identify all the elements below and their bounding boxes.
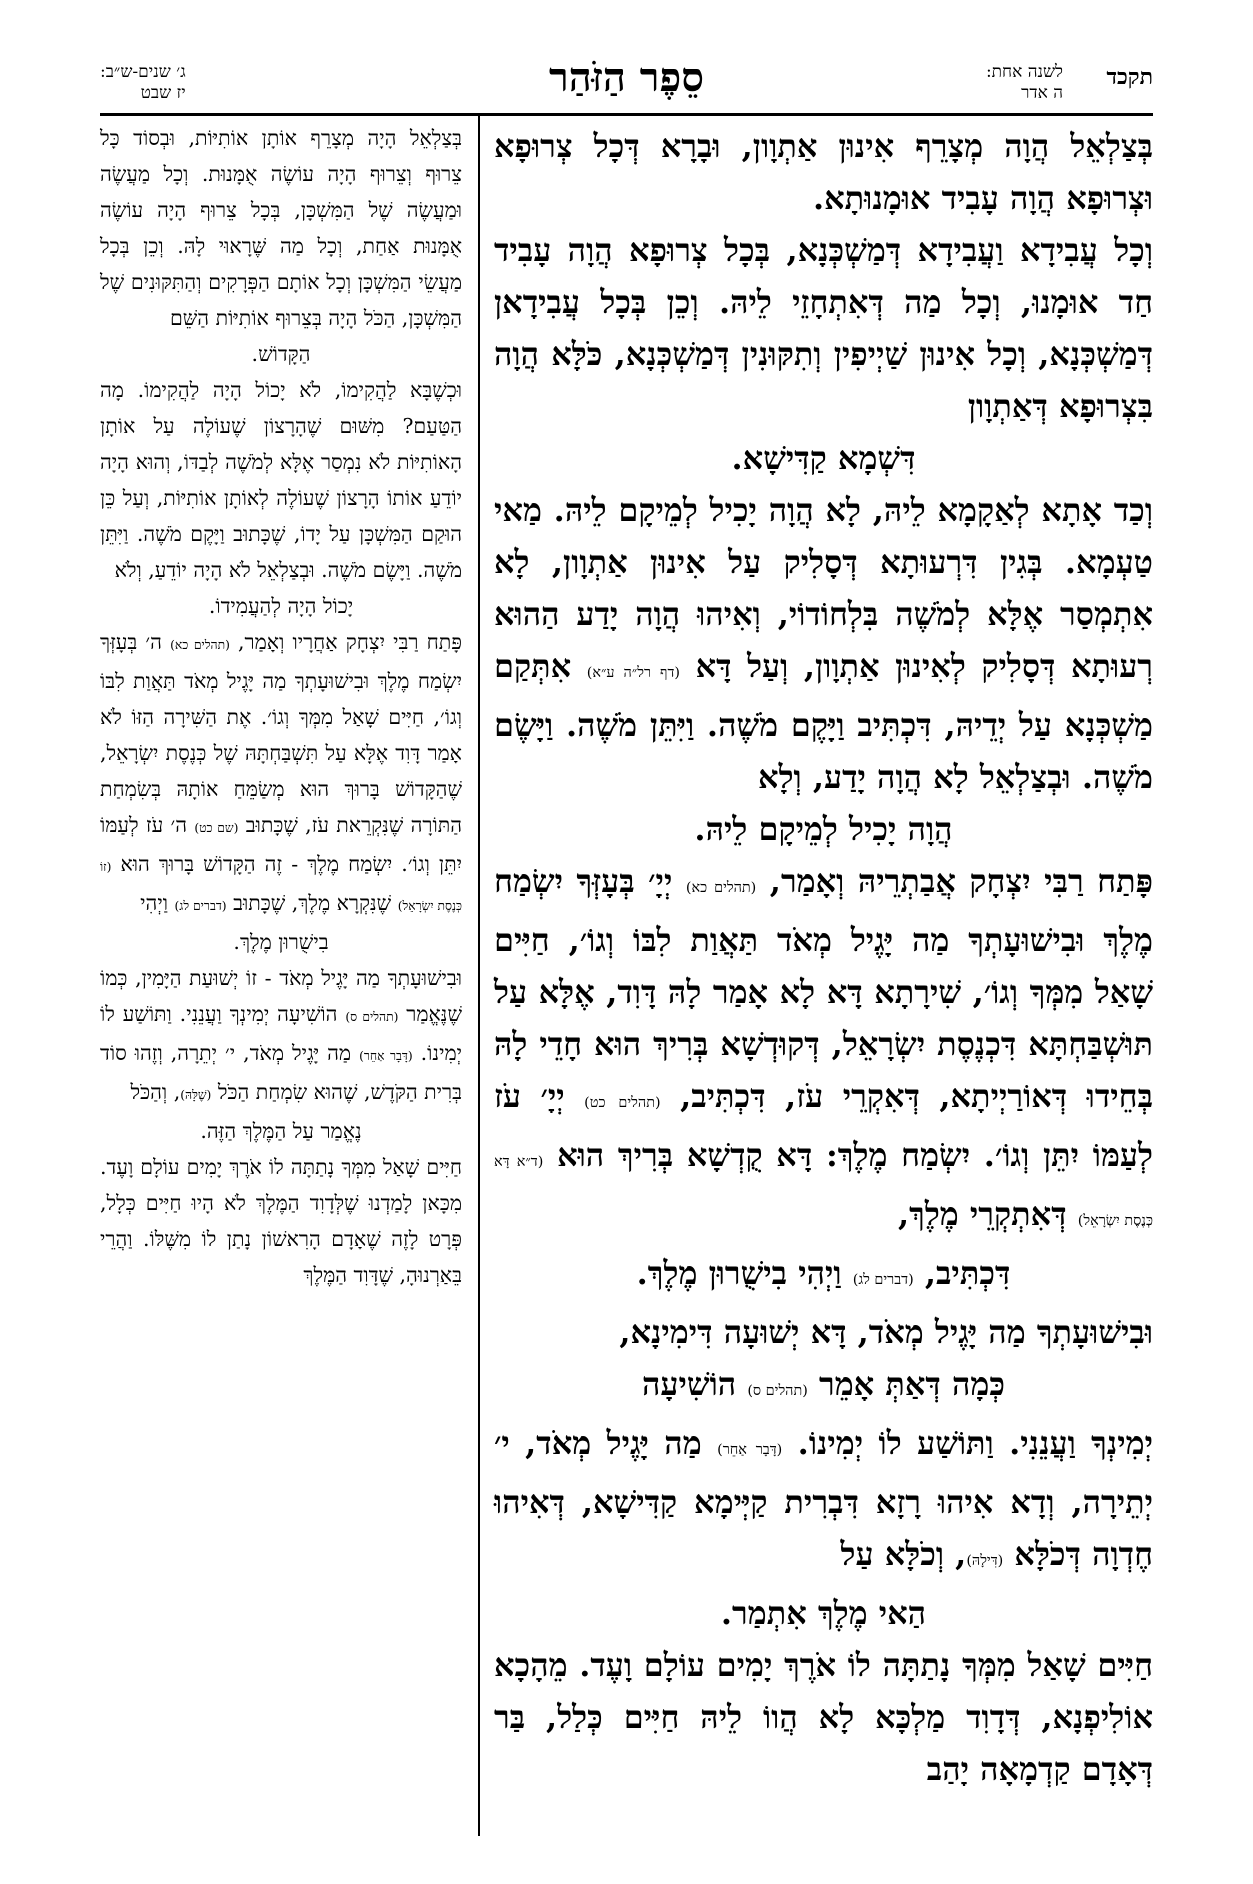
variant-reference: (דִּילָהּ) <box>966 1553 1004 1569</box>
verse-reference: (תהלים ס) <box>345 1010 399 1024</box>
translation-paragraph <box>100 624 462 924</box>
page-number: תקכד <box>1106 64 1153 90</box>
zohar-paragraph <box>494 855 1153 1247</box>
zohar-text: דְּאִתְקְרֵי מֶלֶךְ, <box>897 1195 1067 1233</box>
zohar-paragraph <box>494 484 1153 803</box>
zohar-paragraph <box>494 1417 1153 1587</box>
verse-reference: (תהלים כא) <box>170 638 230 652</box>
translation-text: ה׳ עֹז לְעַמּוֹ יִתֵּן וְגוֹ׳. יִשְׂמַח מֶלֶךְ - זֶה הַקָּדוֹשׁ בָּרוּךְ הוּא <box>100 813 462 876</box>
translation-paragraph <box>100 960 462 1113</box>
zohar-text: הוֹשִׁיעָה <box>642 1365 737 1403</box>
column-divider <box>478 116 480 1836</box>
zohar-paragraph: וְכָל עֲבִידָא וַעֲבִידָא דְּמַשְׁכְּנָא, בְּכָל צְרוּפָא הֲוָה עָבִיד חַד אוּמָנוּ, וְכָל מַה דְּאִתְחָזֵי לֵיהּ. וְכֵן בְּכָל עֲבִידָאן דְּמַשְׁכְּנָא, וְכָל אִינוּן שַׁיְיפִין וְתִקּוּנִין דְּמַשְׁכְּנָא, כֹּלָּא הֲוָה בִּצְרוּפָא דְּאַתְוָון <box>494 231 1153 425</box>
translation-paragraph: וּכְשֶׁבָּא לַהֲקִימוֹ, לֹא יָכוֹל הָיָה לַהֲקִימוֹ. מָה הַטַּעַם? מִשּׁוּם שֶׁהָרָצוֹן שֶׁעוֹלֶה עַל אוֹתָן הָאוֹתִיּוֹת לֹא נִמְסַר אֶלָּא לְמֹשֶׁה לְבַדּוֹ, וְהוּא הָיָה יוֹדֵעַ אוֹתוֹ הָרָצוֹן שֶׁעוֹלֶה לְאוֹתָן אוֹתִיּוֹת, וְעַל כֵּן הוּקַם הַמִּשְׁכָּן עַל יָדוֹ, שֶׁכָּתוּב וַיָּקֶם מֹשֶׁה. וַיִּתֵּן מֹשֶׁה. וַיָּשֶׂם מֹשֶׁה. וּבְצַלְאֵל לֹא הָיָה יוֹדֵעַ, וְלֹא <box>100 378 462 582</box>
verse-reference: (דברים לג) <box>852 1272 914 1288</box>
zohar-text: יְמִינְךָ וַעֲנֵנִי. וַתּוֹשַׁע לוֹ יְמִינוֹ. <box>797 1424 1154 1462</box>
zohar-paragraph-end: דִּשְׁמָא קַדִּישָׁא. <box>731 439 916 477</box>
verse-reference: (תהלים כא) <box>685 880 757 896</box>
yearly-schedule-date: ה אדר <box>1021 83 1063 103</box>
page-reference: (דף רל״ה ע״א) <box>586 665 681 681</box>
zohar-text: יְיָ׳ עֹז לְעַמּוֹ יִתֵּן וְגוֹ׳. יִשְׂמַח מֶלֶךְ: דָּא קֻדְשָׁא בְּרִיךְ הוּא <box>494 1077 1153 1174</box>
translation-text: הוֹשִׁיעָה יְמִינְךָ וַעֲנֵנִי. וַתּוֹשַׁע לוֹ יְמִינוֹ. <box>100 1002 462 1065</box>
zohar-text: אִתְּקַם מַשְׁכְּנָא עַל יְדֵיהּ, דִּכְתִּיב וַיָּקֶם מֹשֶׁה. וַיִּתֵּן מֹשֶׁה. וַיָּשֶׂם מֹשֶׁה. וּבְצַלְאֵל לָא הֲוָה יָדַע, וְלָא <box>494 647 1153 796</box>
translation-paragraph: בְּצַלְאֵל הָיָה מְצָרֵף אוֹתָן אוֹתִיּוֹת, וּבְסוֹד כָּל צֵרוּף וְצֵרוּף הָיָה עוֹשֶׂה אֻמָּנוּת. וְכָל מַעֲשֶׂה וּמַעֲשֶׂה שֶׁל הַמִּשְׁכָּן, בְּכָל צֵרוּף הָיָה עוֹשֶׂה אֻמָּנוּת אַחַת, וְכָל מַה שֶּׁרָאוּי לָהּ. וְכֵן בְּכָל מַעֲשֵׂי הַמִּשְׁכָּן וְכָל אוֹתָם הַפְּרָקִים וְהַתִּקּוּנִים שֶׁל הַמִּשְׁכָּן, הַכֹּל הָיָה בְּצֵרוּף אוֹתִיּוֹת הַשֵּׁם <box>100 126 462 330</box>
variant-reference: (שֶׁלָּהּ) <box>180 1088 212 1102</box>
zohar-text: כְּמָה דְּאַתְּ אָמֵר <box>818 1365 1005 1403</box>
zohar-paragraph-end: הַאי מֶלֶךְ אִתְמַר. <box>720 1594 927 1632</box>
zohar-text: וְכַד אָתָא לְאַקָמָא לֵיהּ, לָא הֲוָה יָכִיל לְמֵיקָם לֵיהּ. מַאי טַעְמָא. בְּגִין דִּרְעוּתָא דְּסָלִיק עַל אִינוּן אַתְוָון, לָא אִתְמְסַר אֶלָּא לְמֹשֶׁה בִּלְחוֹדוֹי, וְאִיהוּ הֲוָה יָדַע הַהוּא רְעוּתָא דְּסָלִיק לְאִינוּן אַתְוָון, וְעַל דָּא <box>494 491 1154 685</box>
zohar-paragraph: בְּצַלְאֵל הֲוָה מְצָרֵף אִינוּן אַתְוָון, וּבָרָא דְּכָל צְרוּפָא וּצְרוּפָא הֲוָה עָבִיד אוּמָנוּתָא. <box>494 127 1153 217</box>
verse-reference: (תהלים ס) <box>747 1383 808 1399</box>
header-divider <box>100 113 1153 116</box>
translation-text: , וְהַכֹּל <box>130 1080 181 1104</box>
page-header <box>100 56 1153 116</box>
zohar-text: פָּתַח רַבִּי יִצְחָק אֲבַתְרֵיהּ וְאָמַר, <box>769 862 1154 900</box>
variant-reference: (זוֹ כְּנֶסֶת יִשְׂרָאֵל) <box>100 860 462 913</box>
verse-reference: (דברים לג) <box>174 899 227 913</box>
translation-column <box>100 120 462 1293</box>
variant-reference: (דָּבָר אַחֵר) <box>359 1049 413 1063</box>
zohar-text: , וְכֹלָּא עַל <box>840 1535 967 1573</box>
translation-text: מַה יָּגֶיל מְאֹד, י׳ יְתֵרָה, וְזֶהוּ סוֹד בְּרִית הַקֹּדֶשׁ, שֶׁהוּא שִׂמְחַת הַכֹּל <box>100 1041 462 1104</box>
zohar-text-column <box>494 120 1153 1795</box>
translation-paragraph-end: נֶאֱמַר עַל הַמֶּלֶךְ הַזֶּה. <box>200 1119 362 1143</box>
zohar-text: דִּכְתִּיב, <box>924 1254 1011 1292</box>
translation-text: פָּתַח רַבִּי יִצְחָק אַחֲרָיו וְאָמַר, <box>238 630 462 654</box>
multiyear-schedule-date: יז שבט <box>140 83 186 103</box>
zohar-paragraph: וּבִישׁוּעָתְךָ מַה יָּגֶיל מְאֹד, דָּא יְשׁוּעָה דִּימִינָא, <box>619 1313 1153 1351</box>
translation-text: ה׳ בְּעָזְּךָ יִשְׂמַח מֶלֶךְ וּבִישׁוּעָתְךָ מַה יָּגֶיל מְאֹד תַּאֲוַת לִבּוֹ וְגוֹ׳, חַיִּים שָׁאַל מִמְּךָ וְגוֹ׳. אֶת הַשִּׁירָה הַזּוֹ לֹא אָמַר דָּוִד אֶלָּא עַל תִּשְׁבַּחְתָּהּ שֶׁל כְּנֶסֶת יִשְׂרָאֵל, שֶׁהַקָּדוֹשׁ בָּרוּךְ הוּא מְשַׂמֵּחַ אוֹתָהּ בְּשִׂמְחַת הַתּוֹרָה שֶׁנִּקְרֵאת עֹז, שֶׁכָּתוּב <box>100 630 462 837</box>
translation-paragraph-end: הַקָּדוֹשׁ. <box>251 342 311 366</box>
translation-text: וּבִישׁוּעָתְךָ מַה יָּגֶיל מְאֹד - זוֹ יְשׁוּעַת הַיָּמִין, כְּמוֹ שֶׁנֶּאֱמַר <box>100 966 462 1026</box>
translation-paragraph: חַיִּים שָׁאַל מִמְּךָ נָתַתָּה לוֹ אֹרֶךְ יָמִים עוֹלָם וָעֶד. מִכָּאן לָמַדְנוּ שֶׁלְּדָוִד הַמֶּלֶךְ לֹא הָיוּ חַיִּים כְּלָל, פְּרָט לָזֶה שֶׁאָדָם הָרִאשׁוֹן נָתַן לוֹ מִשֶּׁלּוֹ. וַהֲרֵי בֵּאַרְנוּהָ, שֶׁדָּוִד הַמֶּלֶךְ <box>100 1155 462 1287</box>
zohar-text: מַה יָּגֶיל מְאֹד, י׳ יְתֵירָה, וְדָא אִיהוּ רָזָא דִּבְרִית קַיְּימָא קַדִּישָׁא, דְּאִיהוּ חֶדְוָה דְּכֹלָּא <box>494 1424 1153 1573</box>
zohar-text: וַיְהִי בִישֻׁרוּן מֶלֶךְ. <box>636 1254 842 1292</box>
zohar-paragraph-end <box>494 1247 1153 1306</box>
zohar-paragraph: חַיִּים שָׁאַל מִמְּךָ נָתַתָּה לוֹ אֹרֶךְ יָמִים עוֹלָם וָעֶד. מֵהָכָא אוֹלִיפְנָא, דְּדָוִד מַלְכָּא לָא הֲווֹ לֵיהּ חַיִּים כְּלַל, בַּר דְּאָדָם קַדְמָאָה יָהַב <box>494 1646 1153 1788</box>
yearly-schedule-label: לשנה אחת: <box>985 62 1063 82</box>
translation-paragraph-end: יָכוֹל הָיָה לְהַעֲמִידוֹ. <box>208 594 354 618</box>
variant-reference: (ד״א דָּא כְּנֶסֶת יִשְׂרָאֵל) <box>494 1154 1153 1229</box>
translation-text: וַיְהִי <box>140 891 168 915</box>
zohar-line <box>494 1358 1153 1417</box>
book-title: סֵפֶר הַזֹּהַר <box>549 54 704 101</box>
zohar-text: יְיָ׳ בְּעָזְּךָ יִשְׂמַח מֶלֶךְ וּבִישׁוּעָתְךָ מַה יָּגֶיל מְאֹד תַּאֲוַת לִבּוֹ וְגוֹ׳, חַיִּים שָׁאַל מִמְּךָ וְגוֹ׳, שִׁירָתָא דָּא לָא אָמַר לָהּ דָּוִד, אֶלָּא עַל תּוּשְׁבַּחְתָּא דִּכְנֶסֶת יִשְׂרָאֵל, דְּקוּדְשָׁא בְּרִיךְ הוּא חָדֵי לָהּ בְּחֵידוּ דְּאוֹרַיְיתָא, דְּאִקְרֵי עֹז, דִּכְתִּיב, <box>494 862 1154 1115</box>
multiyear-schedule-label: ג׳ שנים-ש״ב: <box>100 62 186 82</box>
translation-paragraph-end: בִישֻׁרוּן מֶלֶךְ. <box>233 930 329 954</box>
variant-reference: (דָּבָר אַחֵר) <box>717 1442 783 1458</box>
multiyear-schedule <box>100 62 186 104</box>
zohar-paragraph-end: הֲוָה יָכִיל לְמֵיקָם לֵיהּ. <box>694 810 953 848</box>
translation-text: שֶׁנִּקְרָא מֶלֶךְ, שֶׁכָּתוּב <box>233 891 392 915</box>
verse-reference: (שם כט) <box>194 821 239 835</box>
verse-reference: (תהלים כט) <box>584 1095 661 1111</box>
